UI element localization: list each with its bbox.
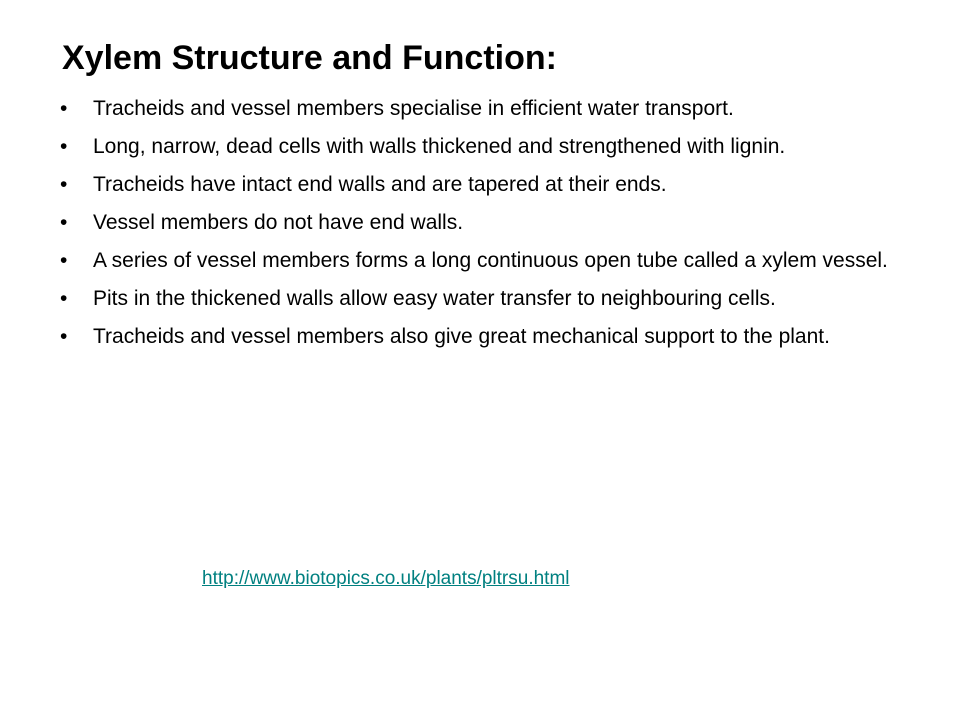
bullet-text: Vessel members do not have end walls. xyxy=(93,211,464,234)
bullet-item xyxy=(60,132,920,162)
source-link[interactable]: http://www.biotopics.co.uk/plants/pltrsu.html xyxy=(202,568,570,589)
bullet-icon: • xyxy=(60,97,68,120)
bullet-item xyxy=(60,322,920,352)
bullet-text: A series of vessel members forms a long continuous open tube called a xylem vessel. xyxy=(93,249,888,272)
bullet-icon: • xyxy=(60,135,68,158)
slide-title: Xylem Structure and Function: xyxy=(62,39,557,77)
bullet-text: Tracheids and vessel members specialise in efficient water transport. xyxy=(93,97,734,120)
bullet-item xyxy=(60,170,920,200)
bullet-text: Tracheids and vessel members also give great mechanical support to the plant. xyxy=(93,325,830,348)
bullet-list xyxy=(60,94,920,360)
bullet-text: Long, narrow, dead cells with walls thickened and strengthened with lignin. xyxy=(93,135,786,158)
bullet-icon: • xyxy=(60,211,68,234)
bullet-text: Tracheids have intact end walls and are tapered at their ends. xyxy=(93,173,667,196)
bullet-icon: • xyxy=(60,325,68,348)
bullet-item xyxy=(60,208,920,238)
bullet-icon: • xyxy=(60,287,68,310)
bullet-item xyxy=(60,246,920,276)
bullet-icon: • xyxy=(60,249,68,272)
bullet-item xyxy=(60,94,920,124)
bullet-icon: • xyxy=(60,173,68,196)
bullet-item xyxy=(60,284,920,314)
bullet-text: Pits in the thickened walls allow easy water transfer to neighbouring cells. xyxy=(93,287,776,310)
